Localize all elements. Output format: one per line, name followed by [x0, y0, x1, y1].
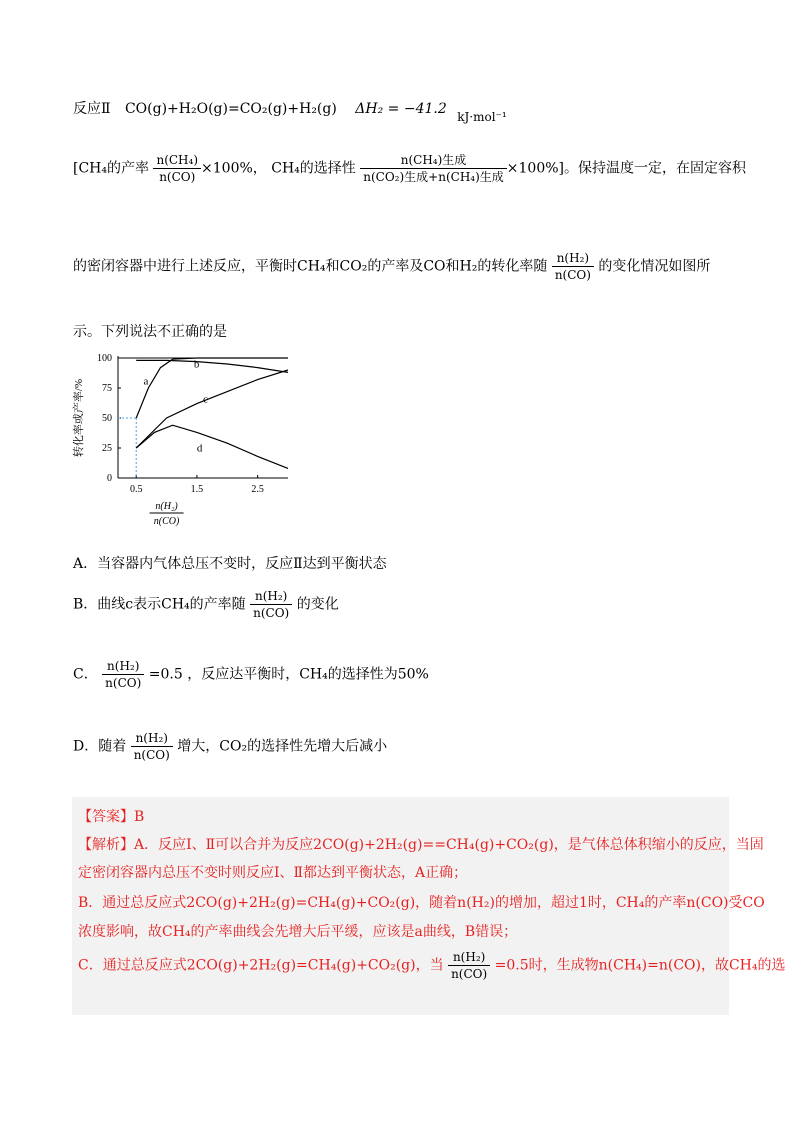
option-c-text-pre: C． — [73, 666, 98, 683]
option-b — [73, 588, 339, 621]
y-tick-label: 0 — [107, 473, 112, 484]
selectivity-tail: ×100% — [506, 160, 559, 177]
analysis-line-4: 浓度影响，故CH₄的产率曲线会先增大后平缓，应该是a曲线，B错误； — [78, 924, 518, 940]
series-label-b: b — [193, 358, 200, 371]
yield-label: CH₄的产率 — [78, 160, 150, 177]
option-b-denominator: n(CO) — [253, 606, 290, 620]
series-label-a: a — [143, 375, 149, 388]
option-b-text-pre: B．曲线c表示CH₄的产率随 — [73, 596, 246, 613]
option-d-denominator: n(CO) — [133, 748, 170, 762]
intro-ratio-numerator: n(H₂) — [552, 250, 594, 267]
option-c-fraction — [102, 658, 144, 691]
option-c — [73, 658, 429, 691]
reaction-unit: kJ·mol⁻¹ — [457, 110, 507, 124]
answer-box — [72, 797, 786, 1015]
selectivity-label: CH₄的选择性 — [271, 160, 356, 177]
definitions-line — [73, 152, 746, 185]
intro-ratio-fraction — [552, 250, 594, 283]
yield-tail: ×100%， — [201, 160, 267, 177]
analysis-line-5-post: =0.5时，生成物n(CH₄)=n(CO)，故CH₄的选 — [494, 957, 786, 974]
option-c-denominator: n(CO) — [105, 676, 142, 690]
series-line-d — [136, 425, 288, 468]
option-b-fraction — [250, 588, 292, 621]
analysis-line-2: 定密闭容器内总压不变时则反应Ⅰ、Ⅱ都达到平衡状态，A正确； — [78, 865, 468, 881]
reaction-label: 反应Ⅱ — [73, 101, 111, 117]
option-a: A．当容器内气体总压不变时，反应Ⅱ达到平衡状态 — [73, 556, 387, 572]
analysis-numerator: n(H₂) — [448, 949, 490, 966]
analysis-fraction — [448, 949, 490, 982]
analysis-denominator: n(CO) — [451, 967, 488, 981]
yield-denominator: n(CO) — [159, 170, 196, 184]
analysis-line-5-pre: C．通过总反应式2CO(g)+2H₂(g)=CH₄(g)+CO₂(g)，当 — [78, 957, 444, 974]
intro-text-post: 的变化情况如图所 — [598, 258, 711, 275]
selectivity-numerator: n(CH₄)生成 — [360, 152, 507, 169]
intro-ratio-denominator: n(CO) — [554, 268, 591, 282]
x-tick-label: 1.5 — [190, 484, 204, 495]
reaction-enthalpy: ΔH₂ = −41.2 — [355, 101, 447, 117]
option-d-numerator: n(H₂) — [131, 730, 173, 747]
option-b-numerator: n(H₂) — [250, 588, 292, 605]
open-bracket: [ — [73, 160, 79, 177]
option-d-text-pre: D．随着 — [73, 738, 127, 755]
option-d-text-post: 增大，CO₂的选择性先增大后减小 — [177, 738, 388, 755]
option-b-text-post: 的变化 — [296, 596, 339, 613]
intro-line — [73, 250, 710, 283]
series-label-d: d — [196, 442, 203, 455]
reaction-equation: CO(g)+H₂O(g)=CO₂(g)+H₂(g) — [124, 101, 337, 117]
y-tick-label: 75 — [102, 383, 112, 394]
selectivity-fraction — [360, 152, 507, 185]
definitions-tail: ]。保持温度一定，在固定容积 — [558, 160, 747, 177]
option-d-fraction — [131, 730, 173, 763]
analysis-line-3: B．通过总反应式2CO(g)+2H₂(g)=CH₄(g)+CO₂(g)，随着n(H₂)的增加，超过1时，CH₄的产率n(CO)受CO — [78, 895, 765, 911]
analysis-line-1: 【解析】A．反应Ⅰ、Ⅱ可以合并为反应2CO(g)+2H₂(g)==CH₄(g)+CO₂(g)，是气体总体积缩小的反应，当固 — [78, 837, 764, 853]
x-tick-label: 0.5 — [129, 484, 143, 495]
yield-numerator: n(CH₄) — [153, 152, 201, 169]
y-tick-label: 50 — [102, 413, 112, 424]
x-tick-label: 2.5 — [251, 484, 264, 495]
y-tick-label: 25 — [102, 443, 112, 454]
analysis-line-5 — [78, 949, 786, 982]
yield-fraction — [153, 152, 201, 185]
series-line-a — [136, 358, 288, 418]
answer-label: 【答案】B — [78, 809, 145, 825]
option-d — [73, 730, 387, 763]
option-c-numerator: n(H₂) — [102, 658, 144, 675]
intro-text-pre: 的密闭容器中进行上述反应，平衡时CH₄和CO₂的产率及CO和H₂的转化率随 — [73, 258, 548, 275]
series-line-c — [136, 370, 288, 448]
selectivity-denominator: n(CO₂)生成+n(CH₄)生成 — [363, 170, 504, 184]
series-label-c: c — [203, 393, 208, 406]
x-axis-label-denominator: n(CO) — [153, 516, 180, 527]
y-axis-label: 转化率或产率/% — [73, 378, 85, 458]
intro-line3: 示。下列说法不正确的是 — [73, 324, 227, 340]
chart — [70, 340, 310, 530]
reaction-ii-line — [73, 98, 507, 124]
y-tick-label: 100 — [97, 353, 112, 364]
option-c-text-post: =0.5 ，反应达平衡时，CH₄的选择性为50% — [148, 666, 429, 683]
x-axis-label-numerator: n(H₂) — [155, 501, 178, 512]
